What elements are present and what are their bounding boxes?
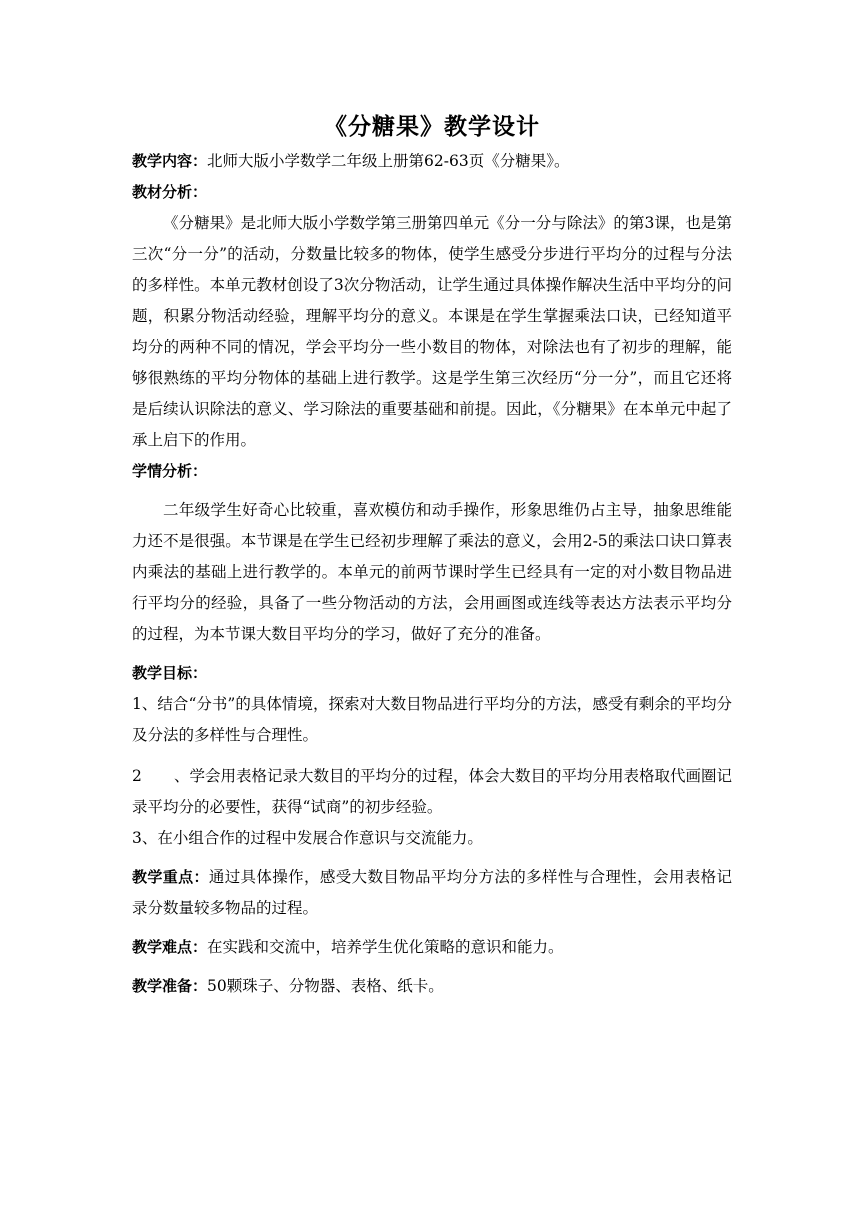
student-analysis-heading: 学情分析： [132,462,208,480]
teaching-content-text: 北师大版小学数学二年级上册第62-63页《分糖果》。 [207,152,570,170]
student-analysis-paragraph: 二年级学生好奇心比较重，喜欢模仿和动手操作，形象思维仍占主导，抽象思维能力还不是很强。本节课是在学生已经初步理解了乘法的意义，会用2-5的乘法口诀口算表内乘法的基础上进行教学的。本单元的前两节课时学生已经具有一定的对小数目物品进行平均分的经验，具备了一些分物活动的方法，会用画图或连线等表达方法表示平均分的过程，为本节课大数目平均分的学习，做好了充分的准备。 [132,501,732,643]
objective-item-2 [132,761,732,823]
objective-item-2-number: 2 [132,767,142,785]
preparation-label: 教学准备： [132,977,208,995]
document-title: 《分糖果》教学设计 [324,114,540,140]
material-analysis-paragraph: 《分糖果》是北师大版小学数学第三册第四单元《分一分与除法》的第3课，也是第三次“分一分”的活动，分数量比较多的物体，使学生感受分步进行平均分的过程与分法的多样性。本单元教材创设了3次分物活动，让学生通过具体操作解决生活中平均分的问题，积累分物活动经验，理解平均分的意义。本课是在学生掌握乘法口诀，已经知道平均分的两种不同的情况，学会平均分一些小数目的物体，对除法也有了初步的理解，能够很熟练的平均分物体的基础上进行教学。这是学生第三次经历“分一分”，而且它还将是后续认识除法的意义、学习除法的重要基础和前提。因此，《分糖果》在本单元中起了承上启下的作用。 [132,214,732,449]
objectives-heading: 教学目标： [132,664,208,682]
objective-item-1: 1、结合“分书”的具体情境，探索对大数目物品进行平均分的方法，感受有剩余的平均分及分法的多样性与合理性。 [132,695,732,744]
difficulties-text: 在实践和交流中，培养学生优化策略的意识和能力。 [207,938,564,956]
key-points-label: 教学重点： [132,868,209,886]
preparation-text: 50颗珠子、分物器、表格、纸卡。 [207,977,444,995]
teaching-content-line [132,146,732,177]
difficulties-line [132,932,732,963]
teaching-content-label: 教学内容： [132,152,208,170]
material-analysis-heading: 教材分析： [132,183,208,201]
key-points-text: 通过具体操作，感受大数目物品平均分方法的多样性与合理性，会用表格记录分数量较多物品的过程。 [132,868,732,917]
key-points-line [132,862,732,924]
document-page [132,108,732,1002]
difficulties-label: 教学难点： [132,938,208,956]
objective-item-3: 3、在小组合作的过程中发展合作意识与交流能力。 [132,829,483,847]
objective-item-2-text: 、学会用表格记录大数目的平均分的过程，体会大数目的平均分用表格取代画圈记录平均分的必要性，获得“试商”的初步经验。 [132,767,733,816]
preparation-line [132,971,732,1002]
